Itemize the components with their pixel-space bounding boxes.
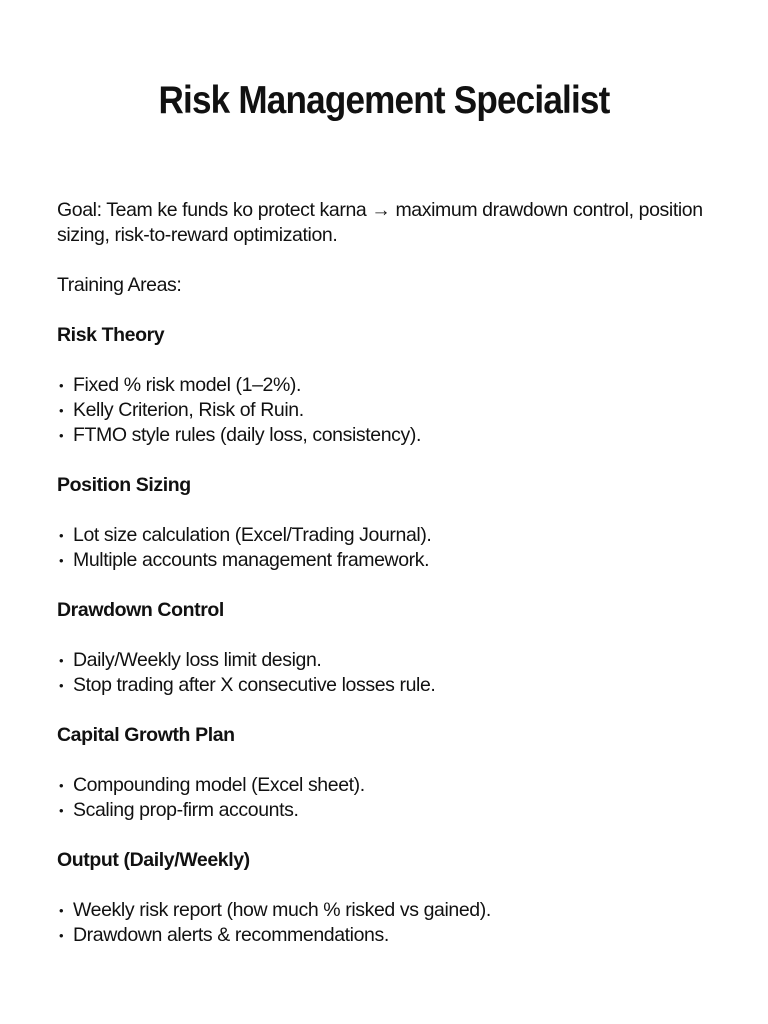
bullet-icon: • — [59, 678, 64, 693]
list-item — [57, 423, 717, 448]
bullet-icon: • — [59, 778, 64, 793]
list-item — [57, 798, 717, 823]
list-item-text: Daily/Weekly loss limit design. — [73, 649, 322, 671]
goal-paragraph: Goal: Team ke funds ko protect karna → maximum drawdown control, position sizing, risk-to-reward optimization. — [57, 199, 703, 246]
bullet-icon: • — [59, 378, 64, 393]
bullet-icon: • — [59, 803, 64, 818]
section-output — [57, 848, 717, 948]
page-title: Risk Management Specialist — [158, 79, 610, 122]
list-item-text: Lot size calculation (Excel/Trading Journal). — [73, 524, 432, 546]
list-item — [57, 773, 717, 798]
bullet-list — [57, 898, 717, 948]
section-heading: Output (Daily/Weekly) — [57, 849, 250, 871]
section-heading: Risk Theory — [57, 324, 165, 346]
bullet-icon: • — [59, 553, 64, 568]
list-item — [57, 398, 717, 423]
list-item-text: Kelly Criterion, Risk of Ruin. — [73, 399, 304, 421]
list-item — [57, 673, 717, 698]
list-item-text: Compounding model (Excel sheet). — [73, 774, 365, 796]
bullet-list — [57, 773, 717, 823]
list-item-text: Stop trading after X consecutive losses rule. — [73, 674, 436, 696]
section-heading: Position Sizing — [57, 474, 191, 496]
list-item — [57, 523, 717, 548]
bullet-icon: • — [59, 653, 64, 668]
list-item-text: FTMO style rules (daily loss, consistency). — [73, 424, 421, 446]
section-position-sizing — [57, 473, 717, 573]
bullet-list — [57, 523, 717, 573]
section-heading: Drawdown Control — [57, 599, 224, 621]
bullet-list — [57, 373, 717, 448]
training-areas-label: Training Areas: — [57, 274, 182, 296]
bullet-icon: • — [59, 403, 64, 418]
list-item-text: Weekly risk report (how much % risked vs gained). — [73, 899, 491, 921]
bullet-icon: • — [59, 528, 64, 543]
bullet-icon: • — [59, 928, 64, 943]
section-risk-theory — [57, 323, 717, 448]
list-item — [57, 548, 717, 573]
list-item — [57, 648, 717, 673]
section-capital-growth-plan — [57, 723, 717, 823]
section-drawdown-control — [57, 598, 717, 698]
list-item-text: Fixed % risk model (1–2%). — [73, 374, 302, 396]
list-item-text: Drawdown alerts & recommendations. — [73, 924, 389, 946]
list-item-text: Multiple accounts management framework. — [73, 549, 430, 571]
section-heading: Capital Growth Plan — [57, 724, 235, 746]
list-item — [57, 373, 717, 398]
bullet-list — [57, 648, 717, 698]
bullet-icon: • — [59, 428, 64, 443]
list-item — [57, 923, 717, 948]
bullet-icon: • — [59, 903, 64, 918]
list-item-text: Scaling prop-firm accounts. — [73, 799, 299, 821]
list-item — [57, 898, 717, 923]
document-body — [57, 198, 717, 973]
